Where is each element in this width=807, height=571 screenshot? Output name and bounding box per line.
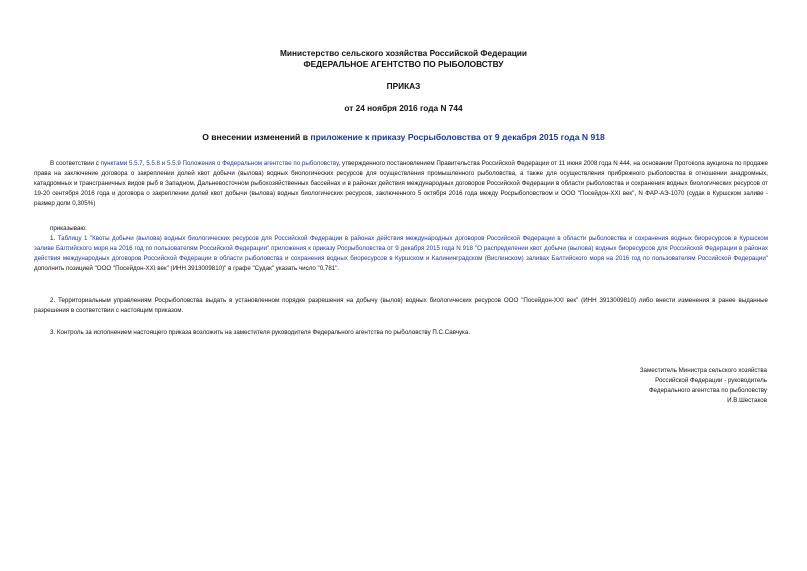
signature-block	[567, 366, 767, 406]
agency-heading: ФЕДЕРАЛЬНОЕ АГЕНТСТВО ПО РЫБОЛОВСТВУ	[303, 59, 504, 69]
signature-line-1: Заместитель Министра сельского хозяйства	[639, 367, 767, 374]
table-1-link[interactable]: Таблицу 1 "Квоты добычи (вылова) водных биологических ресурсов для Российской Федерации в районах действия международных договоров Российской Федерации в области рыболовства и сохранения водных биоресурсов в Куршском заливе Балтийского моря на 2016 год по пользователям Российской Федерации" приложения к приказу Росрыболовства от 9 декабря 2015 года N 918 "О распределении квот добычи (вылова) водных биоресурсов для Российской Федерации в районах действия международных договоров Российской Федерации в области рыболовства и сохранения водных биоресурсов в Куршском и Калининградском (Вислинском) заливах Балтийского моря на 2016 год по пользователям Российской Федерации"	[34, 235, 768, 262]
item-2-paragraph: 2. Территориальным управлениям Росрыболовства выдать в установленном порядке разрешения на добычу (вылов) водных биологических ресурсов ООО "Посейдон-XXI век" (ИНН 3913009810) либо внести изменения в ранее выданные разрешения в соответствии с настоящим приказом.	[34, 297, 768, 314]
date-number-heading: от 24 ноября 2016 года N 744	[344, 103, 463, 113]
item-1-text: дополнить позицией "ООО "Посейдон-XXI век" (ИНН 3913009810)" в графе "Судак" указать число "0,781".	[34, 265, 340, 272]
document-title	[0, 132, 807, 142]
ministry-heading: Министерство сельского хозяйства Российской Федерации	[280, 48, 527, 58]
preamble-paragraph	[34, 159, 768, 209]
title-link[interactable]: приложение к приказу Росрыболовства от 9 декабря 2015 года N 918	[310, 132, 605, 142]
title-prefix: О внесении изменений в	[202, 132, 311, 142]
item-1-paragraph	[34, 234, 768, 274]
signature-name: И.В.Шестаков	[727, 397, 767, 404]
signature-line-2: Российской Федерации - руководитель	[655, 377, 767, 384]
item-1-number: 1.	[50, 235, 58, 242]
doc-type-heading: ПРИКАЗ	[386, 81, 421, 91]
item-3-paragraph: 3. Контроль за исполнением настоящего приказа возложить на заместителя руководителя Федерального агентства по рыболовству П.С.Савчука.	[50, 329, 471, 336]
signature-line-3: Федерального агентства по рыболовству	[648, 387, 767, 394]
preamble-text-2: , утвержденного постановлением Правительства Российской Федерации от 11 июня 2008 года N 444, на основании Протокола аукциона по продаже права на заключение договора о закреплении долей квот добычи (вылова) водных биологических ресурсов для осуществления промышленного рыболовства, а также для осуществления прибрежного рыболовства в отношении анадромных, катадромных и трансграничных видов рыб в Западном, Дальневосточном рыбохозяйственных бассейнах и в районах действия международных договоров Российской Федерации в области рыболовства и сохранения водных биологических ресурсов от 19-20 сентября 2016 года и договора о закреплении долей квот добычи (вылова) водных биологических ресурсов, заключенного 5 октября 2016 года между Росрыболовством и ООО "Посейдон-XXI век", N ФАР-АЭ-1070 (судак в Куршском заливе - размер доли 0,305%)	[34, 160, 768, 207]
preamble-text-1: В соответствии с	[50, 160, 101, 167]
regulation-link[interactable]: пунктами 5.5.7, 5.5.8 и 5.5.9 Положения о Федеральном агентстве по рыболовству	[100, 160, 339, 167]
order-word: приказываю:	[50, 225, 87, 232]
